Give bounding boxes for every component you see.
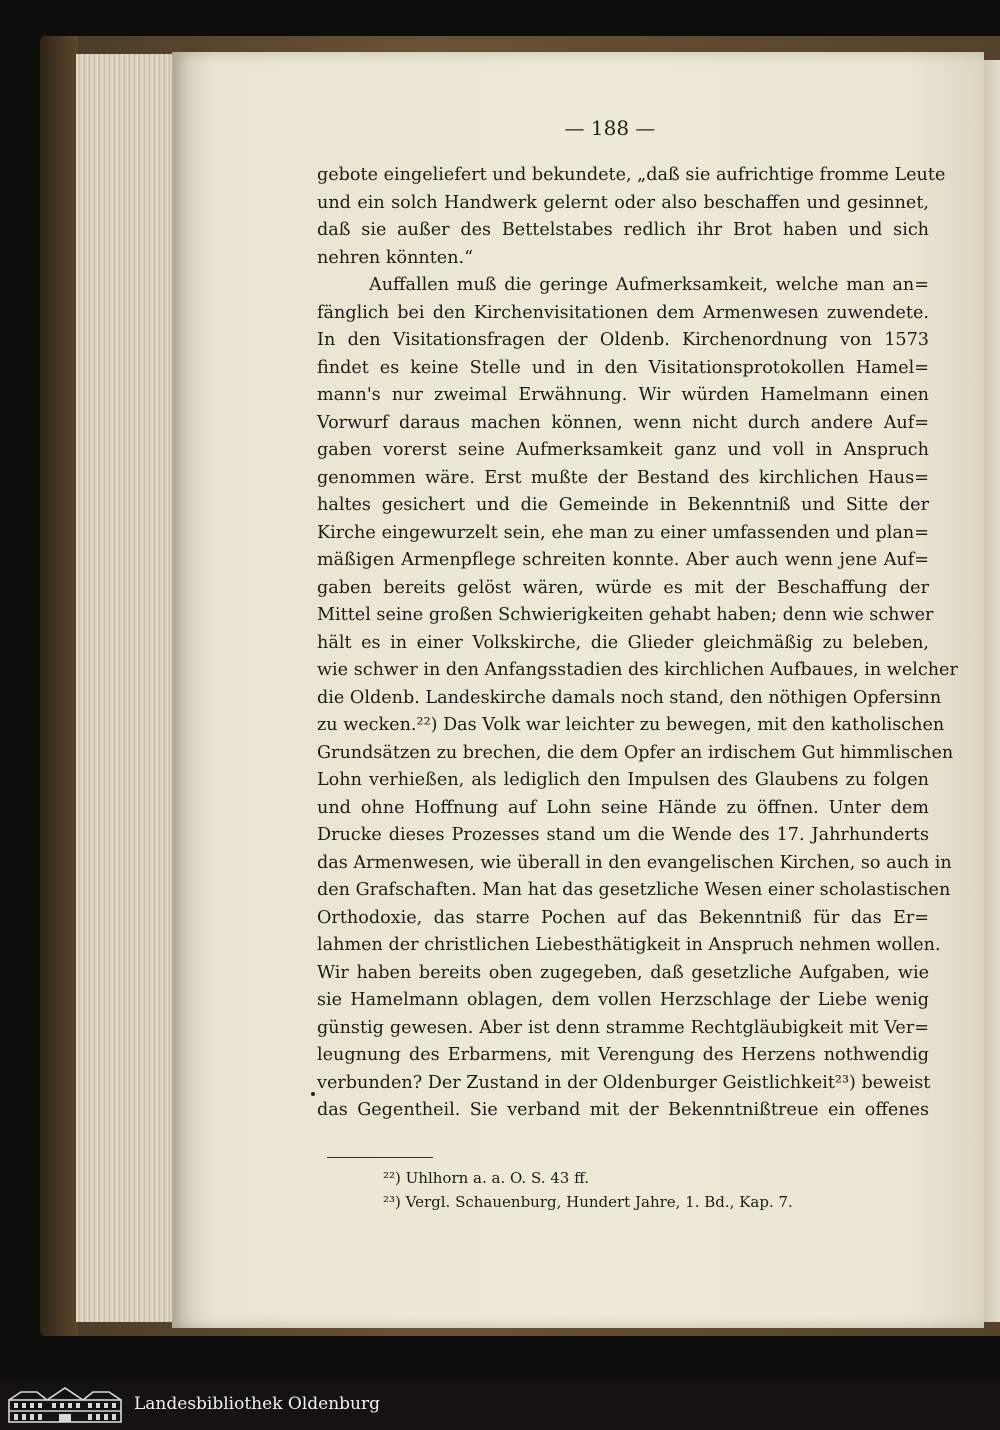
text-line: den Grafschaften. Man hat das gesetzliche Wesen einer scholastischen	[317, 880, 951, 900]
library-building-icon[interactable]	[7, 1386, 123, 1424]
text-line: Vorwurf daraus machen können, wenn nicht durch andere Auf=	[317, 412, 929, 433]
text-line: und ohne Hoffnung auf Lohn seine Hände zu öffnen. Unter dem	[317, 797, 929, 818]
page-stack	[76, 54, 176, 1322]
text-line: Drucke dieses Prozesses stand um die Wende des 17. Jahrhunderts	[317, 825, 929, 845]
text-line: hält es in einer Volkskirche, die Glieder gleichmäßig zu beleben,	[317, 632, 929, 653]
text-line: Grundsätzen zu brechen, die dem Opfer an irdischem Gut himmlischen	[317, 742, 954, 763]
text-line: Lohn verhießen, als lediglich den Impulsen des Glaubens zu folgen	[317, 770, 929, 790]
text-line: fänglich bei den Kirchenvisitationen dem Armenwesen zuwendete.	[317, 302, 929, 323]
text-line: leugnung des Erbarmens, mit Verengung des Herzens nothwendig	[317, 1045, 929, 1065]
text-line: findet es keine Stelle und in den Visitationsprotokollen Hamel=	[317, 357, 929, 378]
text-line: genommen wäre. Erst mußte der Bestand des kirchlichen Haus=	[317, 467, 929, 488]
text-line: sie Hamelmann oblagen, dem vollen Herzschlage der Liebe wenig	[317, 990, 929, 1010]
text-line: günstig gewesen. Aber ist denn stramme Rechtgläubigkeit mit Ver=	[317, 1017, 929, 1038]
body-text	[317, 162, 958, 1125]
text-line: Mittel seine großen Schwierigkeiten gehabt haben; denn wie schwer	[317, 605, 934, 625]
text-line: Auffallen muß die geringe Aufmerksamkeit, welche man an=	[369, 275, 929, 295]
text-line: das Gegentheil. Sie verband mit der Bekenntnißtreue ein offenes	[317, 1100, 929, 1120]
text-line: Orthodoxie, das starre Pochen auf das Bekenntniß für das Er=	[317, 907, 929, 928]
text-line: verbunden? Der Zustand in der Oldenburger Geistlichkeit²³) beweist	[317, 1072, 931, 1093]
text-line: mäßigen Armenpflege schreiten konnte. Aber auch wenn jene Auf=	[317, 550, 929, 570]
footnotes	[383, 1166, 943, 1214]
text-line: daß sie außer des Bettelstabes redlich ihr Brot haben und sich	[317, 220, 929, 240]
text-line: gebote eingeliefert und bekundete, „daß sie aufrichtige fromme Leute	[317, 165, 946, 185]
footnote-divider	[327, 1157, 433, 1158]
text-line: lahmen der christlichen Liebesthätigkeit in Anspruch nehmen wollen.	[317, 935, 941, 955]
text-line: In den Visitationsfragen der Oldenb. Kirchenordnung von 1573	[317, 330, 929, 350]
text-line: und ein solch Handwerk gelernt oder also beschaffen und gesinnet,	[317, 192, 929, 213]
text-line: mann's nur zweimal Erwähnung. Wir würden Hamelmann einen	[317, 385, 929, 405]
text-line: Wir haben bereits oben zugegeben, daß gesetzliche Aufgaben, wie	[317, 962, 929, 983]
text-line: gaben vorerst seine Aufmerksamkeit ganz und voll in Anspruch	[317, 440, 929, 460]
footnote-23: ²³) Vergl. Schauenburg, Hundert Jahre, 1. Bd., Kap. 7.	[383, 1193, 793, 1211]
footnote-22: ²²) Uhlhorn a. a. O. S. 43 ff.	[383, 1169, 589, 1187]
text-line: nehren könnten.“	[317, 247, 474, 268]
margin-mark	[311, 1092, 315, 1096]
page-number: — 188 —	[564, 116, 656, 140]
library-name-link[interactable]: Landesbibliothek Oldenburg	[134, 1394, 381, 1414]
text-line: das Armenwesen, wie überall in den evangelischen Kirchen, so auch in	[317, 852, 952, 873]
text-line: die Oldenb. Landeskirche damals noch stand, den nöthigen Opfersinn	[317, 687, 942, 708]
text-line: gaben bereits gelöst wären, würde es mit der Beschaffung der	[317, 577, 929, 598]
book-spine-edge	[40, 36, 78, 1336]
text-line: haltes gesichert und die Gemeinde in Bekenntniß und Sitte der	[317, 495, 929, 515]
text-line: zu wecken.²²) Das Volk war leichter zu bewegen, mit den katholischen	[317, 715, 945, 735]
text-line: Kirche eingewurzelt sein, ehe man zu einer umfassenden und plan=	[317, 522, 929, 543]
text-line: wie schwer in den Anfangsstadien des kirchlichen Aufbaues, in welcher	[317, 660, 958, 680]
